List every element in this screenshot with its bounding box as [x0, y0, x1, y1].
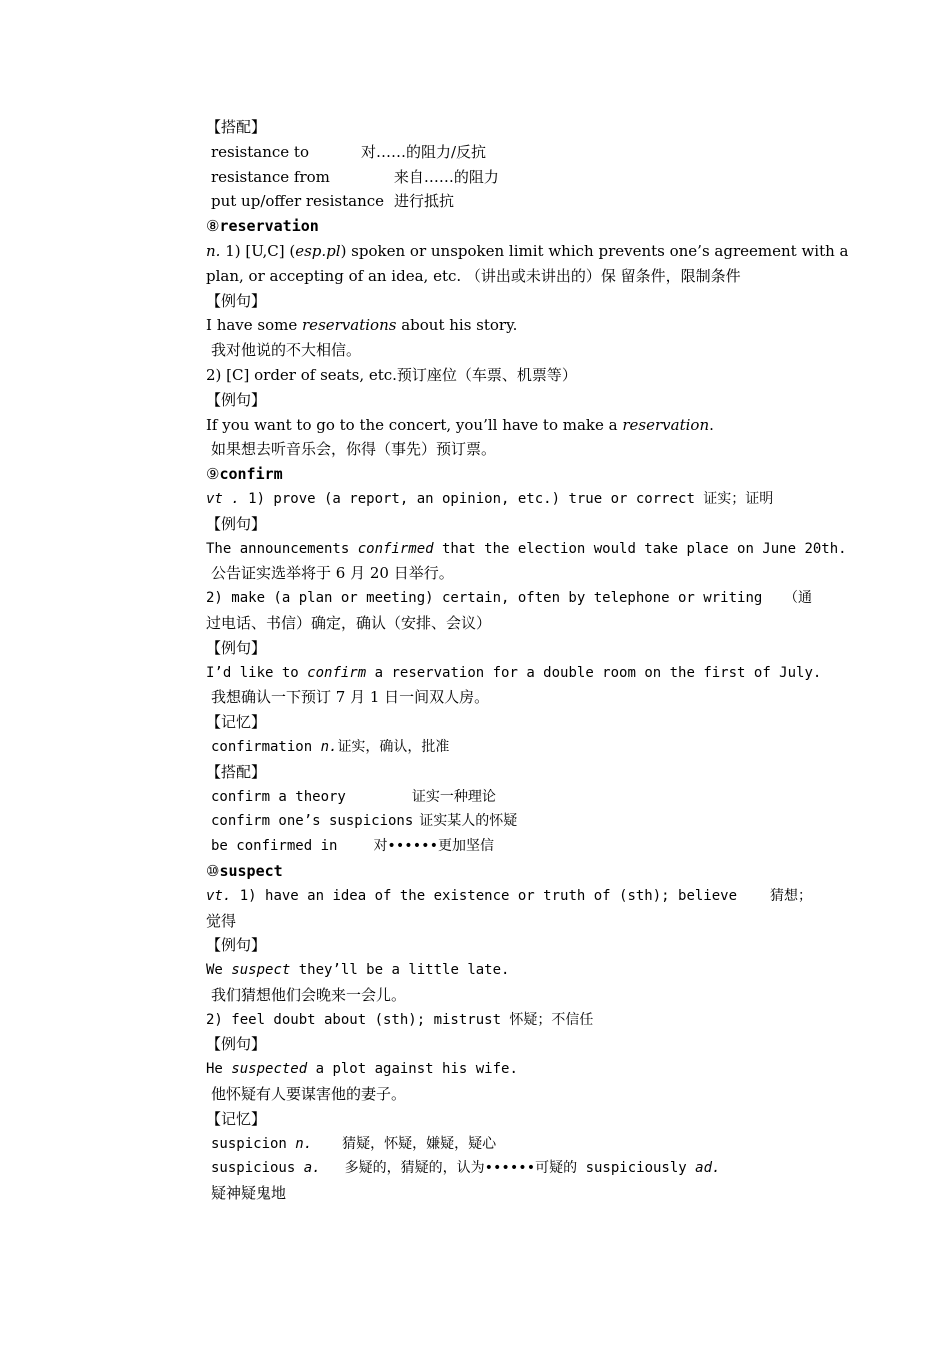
collocation-zh: 证实一种理论 [411, 788, 496, 805]
section-label-example: 【例句】 [206, 390, 267, 409]
collocation-line [206, 165, 812, 190]
collocation-zh: 进行抵抗 [394, 192, 455, 211]
collocation-line [206, 140, 812, 165]
example-sentence: I have some reservations about his story. [206, 316, 518, 335]
collocation-line [206, 809, 812, 834]
entry-heading [206, 462, 812, 487]
collocation-en: confirm a theory [211, 788, 346, 805]
entry-number: ⑧ [206, 217, 220, 236]
definition-line: 2) feel doubt about (sth); mistrust 怀疑；不信任 [206, 1011, 594, 1028]
collocation-zh: 对……的阻力/反抗 [360, 142, 487, 161]
part-of-speech: n. [206, 241, 221, 260]
definition-line: 过电话、书信）确定，确认（安排、会议） [206, 613, 492, 632]
definition-line: plan, or accepting of an idea, etc. （讲出或未讲出的）保 留条件，限制条件 [206, 266, 741, 285]
example-translation: 如果想去听音乐会，你得（事先）预订票。 [211, 440, 497, 459]
section-label-example: 【例句】 [206, 936, 267, 955]
example-sentence: The announcements confirmed that the election would take place on June 20th. [206, 540, 847, 557]
memory-line: confirmation n.证实，确认，批准 [211, 738, 450, 755]
definition-line: vt. 1) have an idea of the existence or truth of (sth); believe 猜想； [206, 887, 812, 904]
collocation-line [206, 785, 812, 810]
memory-line: suspicious a. 多疑的，猜疑的，认为••••••可疑的 suspiciously ad. [211, 1160, 721, 1177]
section-label-example: 【例句】 [206, 638, 267, 657]
section-label-collocation: 【搭配】 [206, 762, 267, 781]
example-translation: 我对他说的不大相信。 [211, 341, 362, 360]
definition-line: 2) make (a plan or meeting) certain, often by telephone or writing （通 [206, 590, 812, 607]
entry-number: ⑩ [206, 861, 220, 880]
section-label-memory: 【记忆】 [206, 1109, 267, 1128]
entry-word: suspect [219, 861, 283, 880]
collocation-line [206, 834, 812, 859]
part-of-speech: vt . [206, 490, 240, 507]
collocation-en: be confirmed in [211, 838, 338, 855]
collocation-zh: 证实某人的怀疑 [419, 813, 518, 830]
collocation-zh: 来自……的阻力 [393, 167, 499, 186]
example-translation: 公告证实选举将于 6 月 20 日举行。 [211, 564, 454, 583]
example-translation: 他怀疑有人要谋害他的妻子。 [211, 1085, 407, 1104]
memory-line: 疑神疑鬼地 [211, 1184, 287, 1203]
section-label-example: 【例句】 [206, 514, 267, 533]
collocation-en: resistance to [211, 142, 309, 161]
definition-line: n. 1) [U,C] (esp.pl) spoken or unspoken limit which prevents one’s agreement with a [206, 241, 849, 260]
definition-line: vt . 1) prove (a report, an opinion, etc.) true or correct 证实；证明 [206, 490, 774, 507]
section-label-memory: 【记忆】 [206, 713, 267, 732]
example-translation: 我们猜想他们会晚来一会儿。 [211, 985, 407, 1004]
section-label-example: 【例句】 [206, 1035, 267, 1054]
entry-heading [206, 214, 812, 239]
section-label-example: 【例句】 [206, 291, 267, 310]
entry-word: confirm [219, 465, 283, 484]
entry-heading [206, 859, 812, 884]
document-page [206, 115, 849, 1206]
entry-number: ⑨ [206, 465, 220, 484]
example-sentence: He suspected a plot against his wife. [206, 1061, 518, 1078]
entry-word: reservation [219, 217, 319, 236]
example-sentence: We suspect they’ll be a little late. [206, 962, 510, 979]
collocation-line [206, 189, 812, 214]
section-label-collocation: 【搭配】 [206, 118, 267, 136]
part-of-speech: vt. [206, 887, 232, 904]
definition-line: 觉得 [206, 911, 237, 930]
example-sentence: If you want to go to the concert, you’ll have to make a reservation. [206, 415, 714, 434]
example-translation: 我想确认一下预订 7 月 1 日一间双人房。 [211, 688, 490, 707]
collocation-en: put up/offer resistance [211, 192, 385, 211]
example-sentence: I’d like to confirm a reservation for a double room on the first of July. [206, 664, 822, 681]
definition-line: 2) [C] order of seats, etc.预订座位（车票、机票等） [206, 365, 577, 384]
memory-line: suspicion n. 猜疑，怀疑，嫌疑，疑心 [211, 1135, 497, 1152]
collocation-zh: 对••••••更加坚信 [373, 838, 495, 855]
collocation-en: resistance from [211, 167, 330, 186]
collocation-en: confirm one’s suspicions [211, 813, 414, 830]
